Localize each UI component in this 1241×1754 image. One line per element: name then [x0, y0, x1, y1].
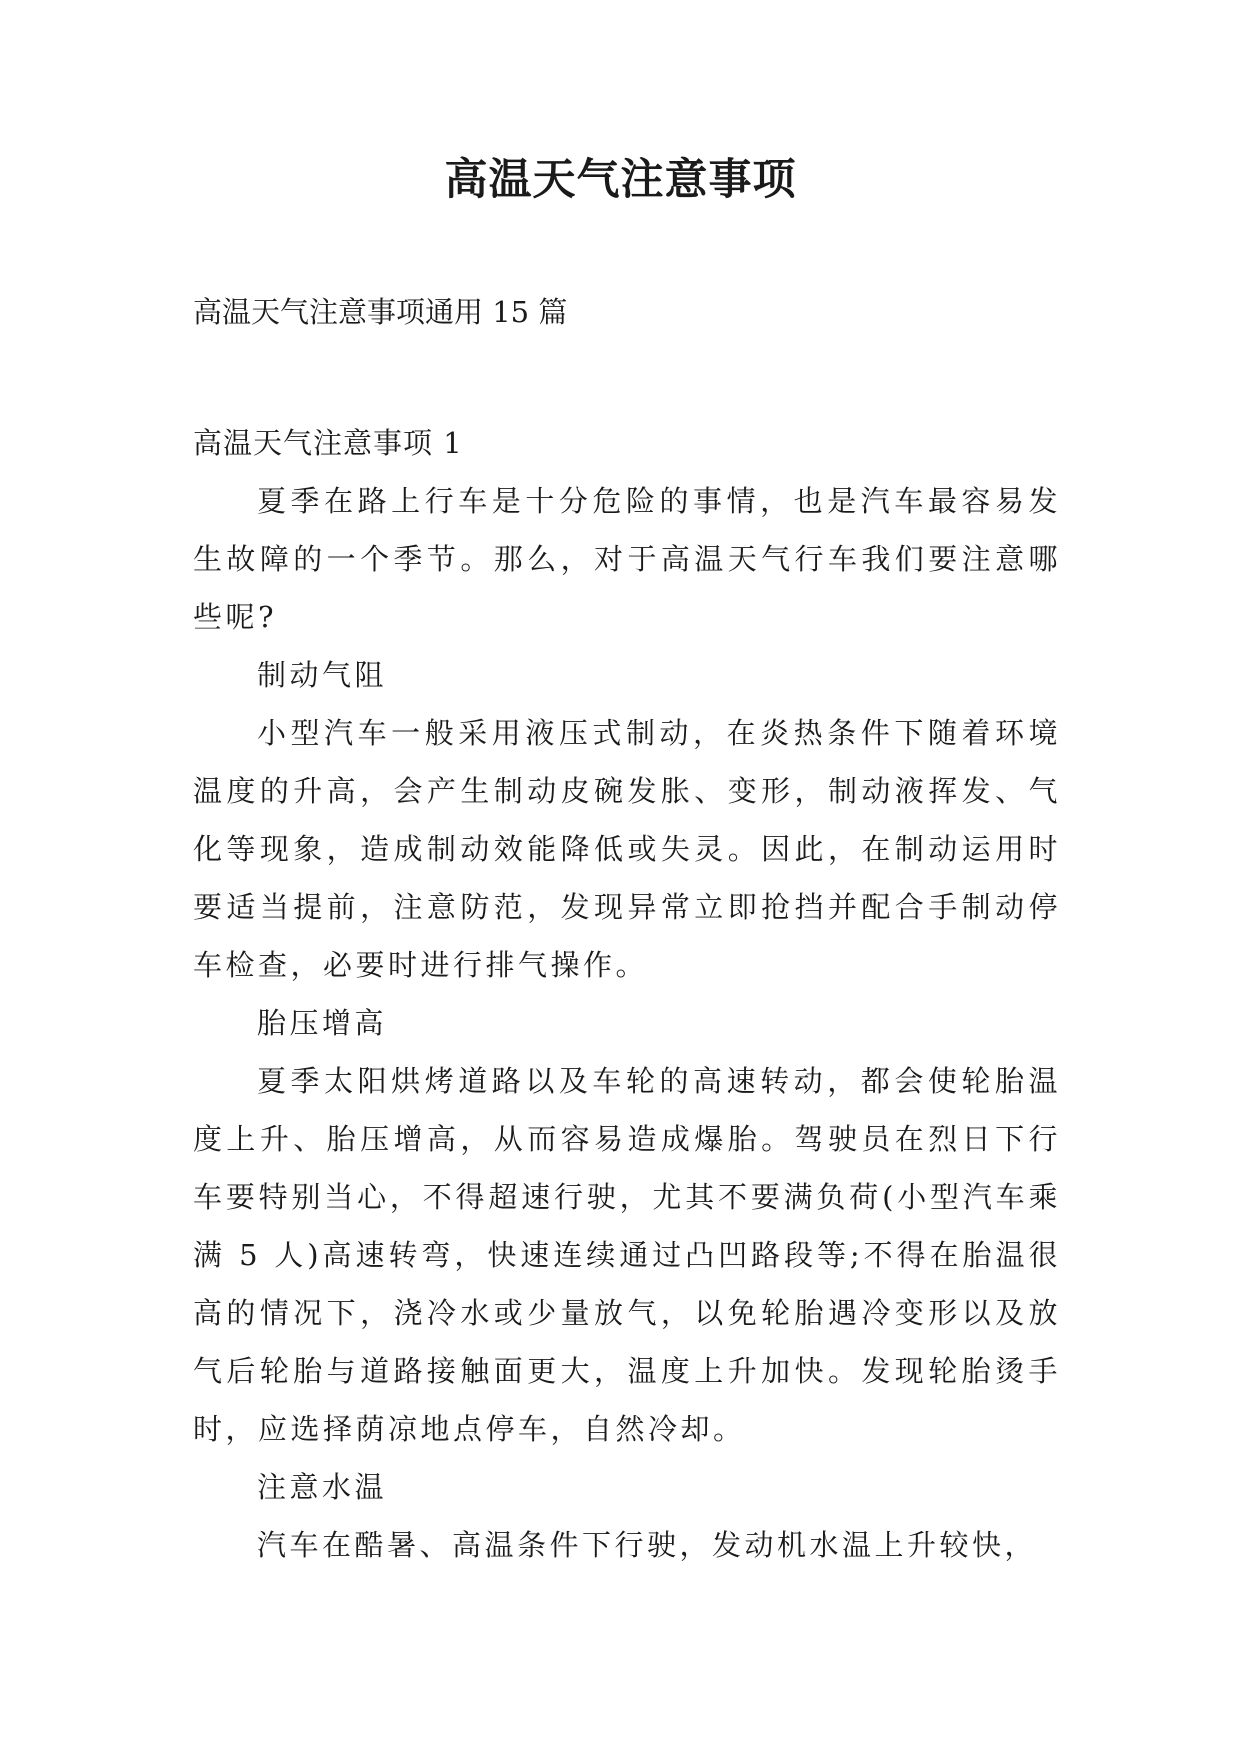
- paragraph-tire-pressure: 夏季太阳烘烤道路以及车轮的高速转动，都会使轮胎温度上升、胎压增高，从而容易造成爆胎。驾驶员在烈日下行车要特别当心，不得超速行驶，尤其不要满负荷(小型汽车乘满 5 人)高速转弯，快速连续通过凸凹路段等;不得在胎温很高的情况下，浇冷水或少量放气，以免轮胎遇冷变形以及放气后轮胎与道路接触面更大，温度上升加快。发现轮胎烫手时，应选择荫凉地点停车，自然冷却。: [193, 1064, 1061, 1446]
- paragraph-water-temperature: 汽车在酷暑、高温条件下行驶，发动机水温上升较快，: [257, 1528, 1038, 1562]
- paragraph-intro: 夏季在路上行车是十分危险的事情，也是汽车最容易发生故障的一个季节。那么，对于高温天气行车我们要注意哪些呢?: [193, 484, 1061, 634]
- subheading-tire-pressure: 胎压增高: [257, 1006, 388, 1040]
- document-body: [193, 414, 1061, 1574]
- document-title: 高温天气注意事项: [444, 155, 797, 205]
- section-heading: 高温天气注意事项 1: [193, 426, 463, 460]
- paragraph-brake-vapor-lock: 小型汽车一般采用液压式制动，在炎热条件下随着环境温度的升高，会产生制动皮碗发胀、变形，制动液挥发、气化等现象，造成制动效能降低或失灵。因此，在制动运用时要适当提前，注意防范，发现异常立即抢挡并配合手制动停车检查，必要时进行排气操作。: [193, 716, 1061, 982]
- subheading-water-temperature: 注意水温: [257, 1470, 388, 1504]
- subheading-brake-vapor-lock: 制动气阻: [257, 658, 388, 692]
- document-subtitle: 高温天气注意事项通用 15 篇: [193, 295, 568, 329]
